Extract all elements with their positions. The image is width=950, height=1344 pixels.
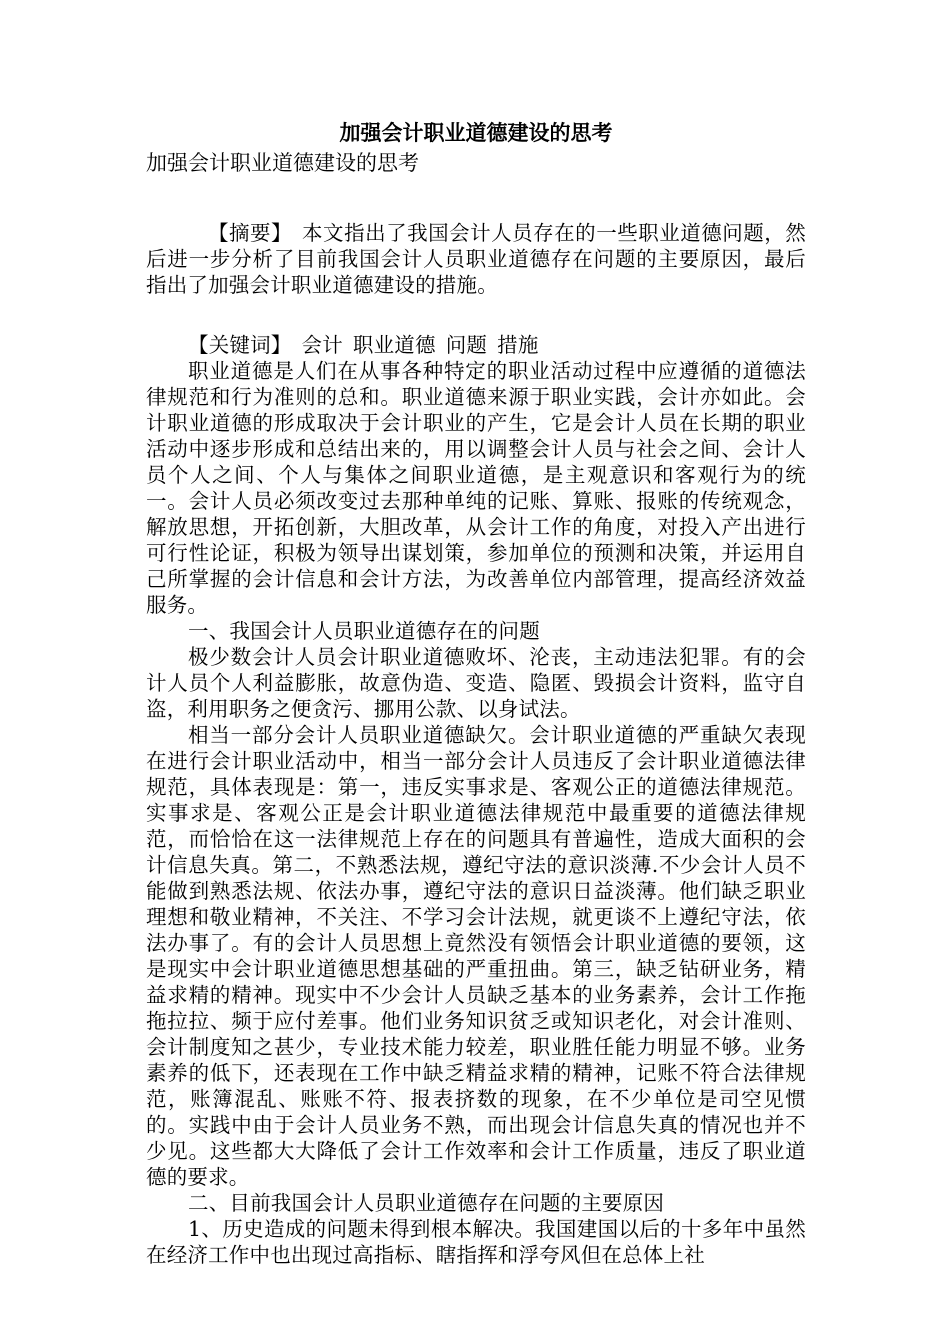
document-subtitle: 加强会计职业道德建设的思考	[146, 151, 419, 175]
abstract-paragraph	[146, 220, 806, 298]
keyword-item: 问题	[445, 333, 488, 357]
body-paragraph: 职业道德是人们在从事各种特定的职业活动过程中应遵循的道德法律规范和行为准则的总和。职业道德来源于职业实践，会计亦如此。会计职业道德的形成取决于会计职业的产生，它是会计人员在长期的职业活动中逐步形成和总结出来的，用以调整会计人员与社会之间、会计人员个人之间、个人与集体之间职业道德，是主观意识和客观行为的统一。会计人员必须改变过去那种单纯的记账、算账、报账的传统观念，解放思想，开拓创新，大胆改革，从会计工作的角度，对投入产出进行可行性论证，积极为领导出谋划策，参加单位的预测和决策，并运用自己所掌握的会计信息和会计方法，为改善单位内部管理，提高经济效益服务。	[146, 359, 806, 617]
document-page	[146, 118, 806, 1268]
body-paragraph: 1、历史造成的问题未得到根本解决。我国建国以后的十多年中虽然在经济工作中也出现过高指标、瞎指挥和浮夸风但在总体上社	[146, 1217, 806, 1267]
keyword-item: 职业道德	[352, 333, 436, 357]
keywords-paragraph	[146, 332, 806, 358]
abstract-label: 【摘要】	[208, 221, 293, 245]
abstract-text: 本文指出了我国会计人员存在的一些职业道德问题，然后进一步分析了目前我国会计人员职业道德存在问题的主要原因，最后指出了加强会计职业道德建设的措施。	[146, 221, 806, 297]
keyword-item: 会计	[301, 333, 343, 357]
body-paragraph: 相当一部分会计人员职业道德缺欠。会计职业道德的严重缺欠表现在进行会计职业活动中，相当一部分会计人员违反了会计职业道德法律规范，具体表现是：第一，违反实事求是、客观公正的道德法律规范。实事求是、客观公正是会计职业道德法律规范中最重要的道德法律规范，而恰恰在这一法律规范上存在的问题具有普遍性，造成大面积的会计信息失真。第二，不熟悉法规，遵纪守法的意识淡薄.不少会计人员不能做到熟悉法规、依法办事，遵纪守法的意识日益淡薄。他们缺乏职业理想和敬业精神，不关注、不学习会计法规，就更谈不上遵纪守法，依法办事了。有的会计人员思想上竟然没有领悟会计职业道德的要领，这是现实中会计职业道德思想基础的严重扭曲。第三，缺乏钻研业务，精益求精的精神。现实中不少会计人员缺乏基本的业务素养，会计工作拖拖拉拉、频于应付差事。他们业务知识贫乏或知识老化，对会计准则、会计制度知之甚少，专业技术能力较差，职业胜任能力明显不够。业务素养的低下，还表现在工作中缺乏精益求精的精神，记账不符合法律规范，账簿混乱、账账不符、报表挤数的现象，在不少单位是司空见惯的。实践中由于会计人员业务不熟，而出现会计信息失真的情况也并不少见。这些都大大降低了会计工作效率和会计工作质量，违反了职业道德的要求。	[146, 723, 806, 1189]
section-heading: 二、目前我国会计人员职业道德存在问题的主要原因	[188, 1191, 665, 1215]
document-title: 加强会计职业道德建设的思考	[339, 120, 613, 145]
keywords-label: 【关键词】	[188, 333, 292, 357]
section-heading: 一、我国会计人员职业道德存在的问题	[188, 619, 540, 643]
keyword-item: 措施	[497, 333, 539, 357]
body-paragraph: 极少数会计人员会计职业道德败坏、沦丧，主动违法犯罪。有的会计人员个人利益膨胀，故意伪造、变造、隐匿、毁损会计资料，监守自盗，利用职务之便贪污、挪用公款、以身试法。	[146, 645, 806, 721]
